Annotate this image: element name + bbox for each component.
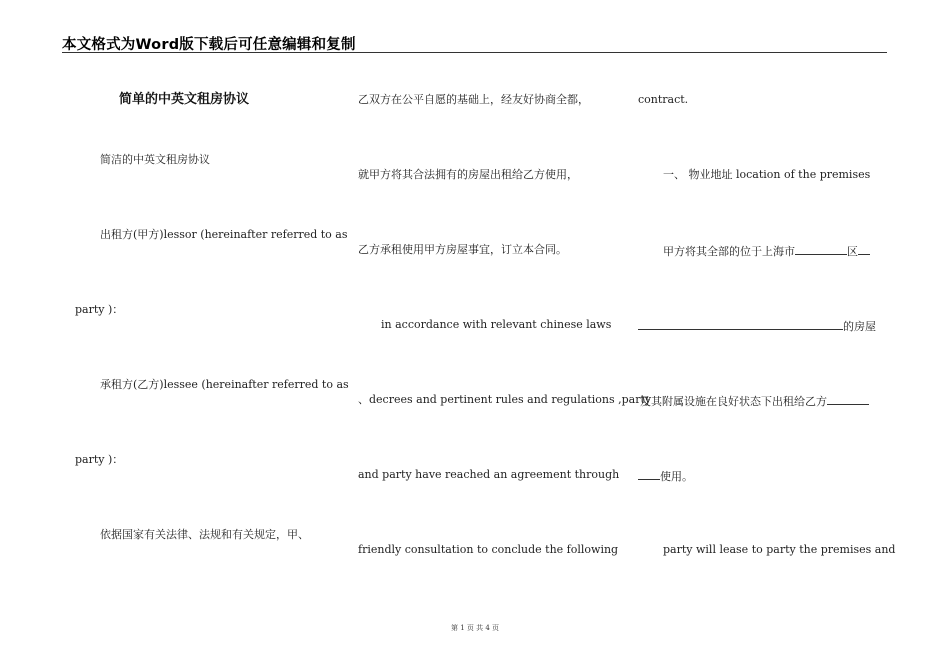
- text-segment: 使用。: [660, 470, 693, 483]
- text-line: [638, 318, 876, 334]
- text-line: 出租方(甲方)lessor (hereinafter referred to as: [100, 228, 348, 241]
- fill-in-blank: [638, 318, 843, 330]
- fill-in-blank: [795, 243, 847, 255]
- fill-in-blank: [858, 243, 870, 255]
- text-line: party )：: [75, 453, 124, 466]
- text-line: party )：: [75, 303, 124, 316]
- text-line: 一、 物业地址 location of the premises: [663, 168, 871, 181]
- fill-in-blank: [827, 393, 869, 405]
- text-segment: 及其附属设施在良好状态下出租给乙方: [640, 395, 827, 408]
- text-line: 承租方(乙方)lessee (hereinafter referred to as: [100, 378, 349, 391]
- text-line: and party have reached an agreement through: [358, 468, 620, 481]
- text-segment: 区: [847, 245, 858, 258]
- text-line: 依据国家有关法律、法规和有关规定，甲、: [100, 528, 309, 541]
- text-line: [640, 393, 869, 409]
- text-column-3: [638, 0, 896, 620]
- text-line: [638, 468, 693, 484]
- document-header: 本文格式为Word版下载后可任意编辑和复制: [62, 37, 356, 53]
- text-line: friendly consultation to conclude the following: [358, 543, 619, 556]
- text-line: 就甲方将其合法拥有的房屋出租给乙方使用，: [358, 168, 578, 181]
- text-line: party will lease to party the premises and: [663, 543, 896, 556]
- text-line: 、decrees and pertinent rules and regulations ,party: [358, 393, 652, 406]
- text-line: 乙双方在公平自愿的基础上，经友好协商全都，: [358, 93, 589, 106]
- text-segment: 甲方将其全部的位于上海市: [663, 245, 795, 258]
- text-line: in accordance with relevant chinese laws: [381, 318, 612, 331]
- text-column-1: [62, 0, 349, 620]
- page-number-footer: 第 1 页 共 4 页: [450, 624, 500, 632]
- fill-in-blank: [638, 468, 660, 480]
- text-line: 乙方承租使用甲方房屋事宜，订立本合同。: [358, 243, 567, 256]
- text-segment: 的房屋: [843, 320, 876, 333]
- text-line: 简洁的中英文租房协议: [100, 153, 210, 166]
- text-line: [663, 243, 870, 259]
- text-line: contract.: [638, 93, 689, 106]
- text-column-2: [356, 0, 652, 620]
- document-title: 简单的中英文租房协议: [119, 92, 250, 107]
